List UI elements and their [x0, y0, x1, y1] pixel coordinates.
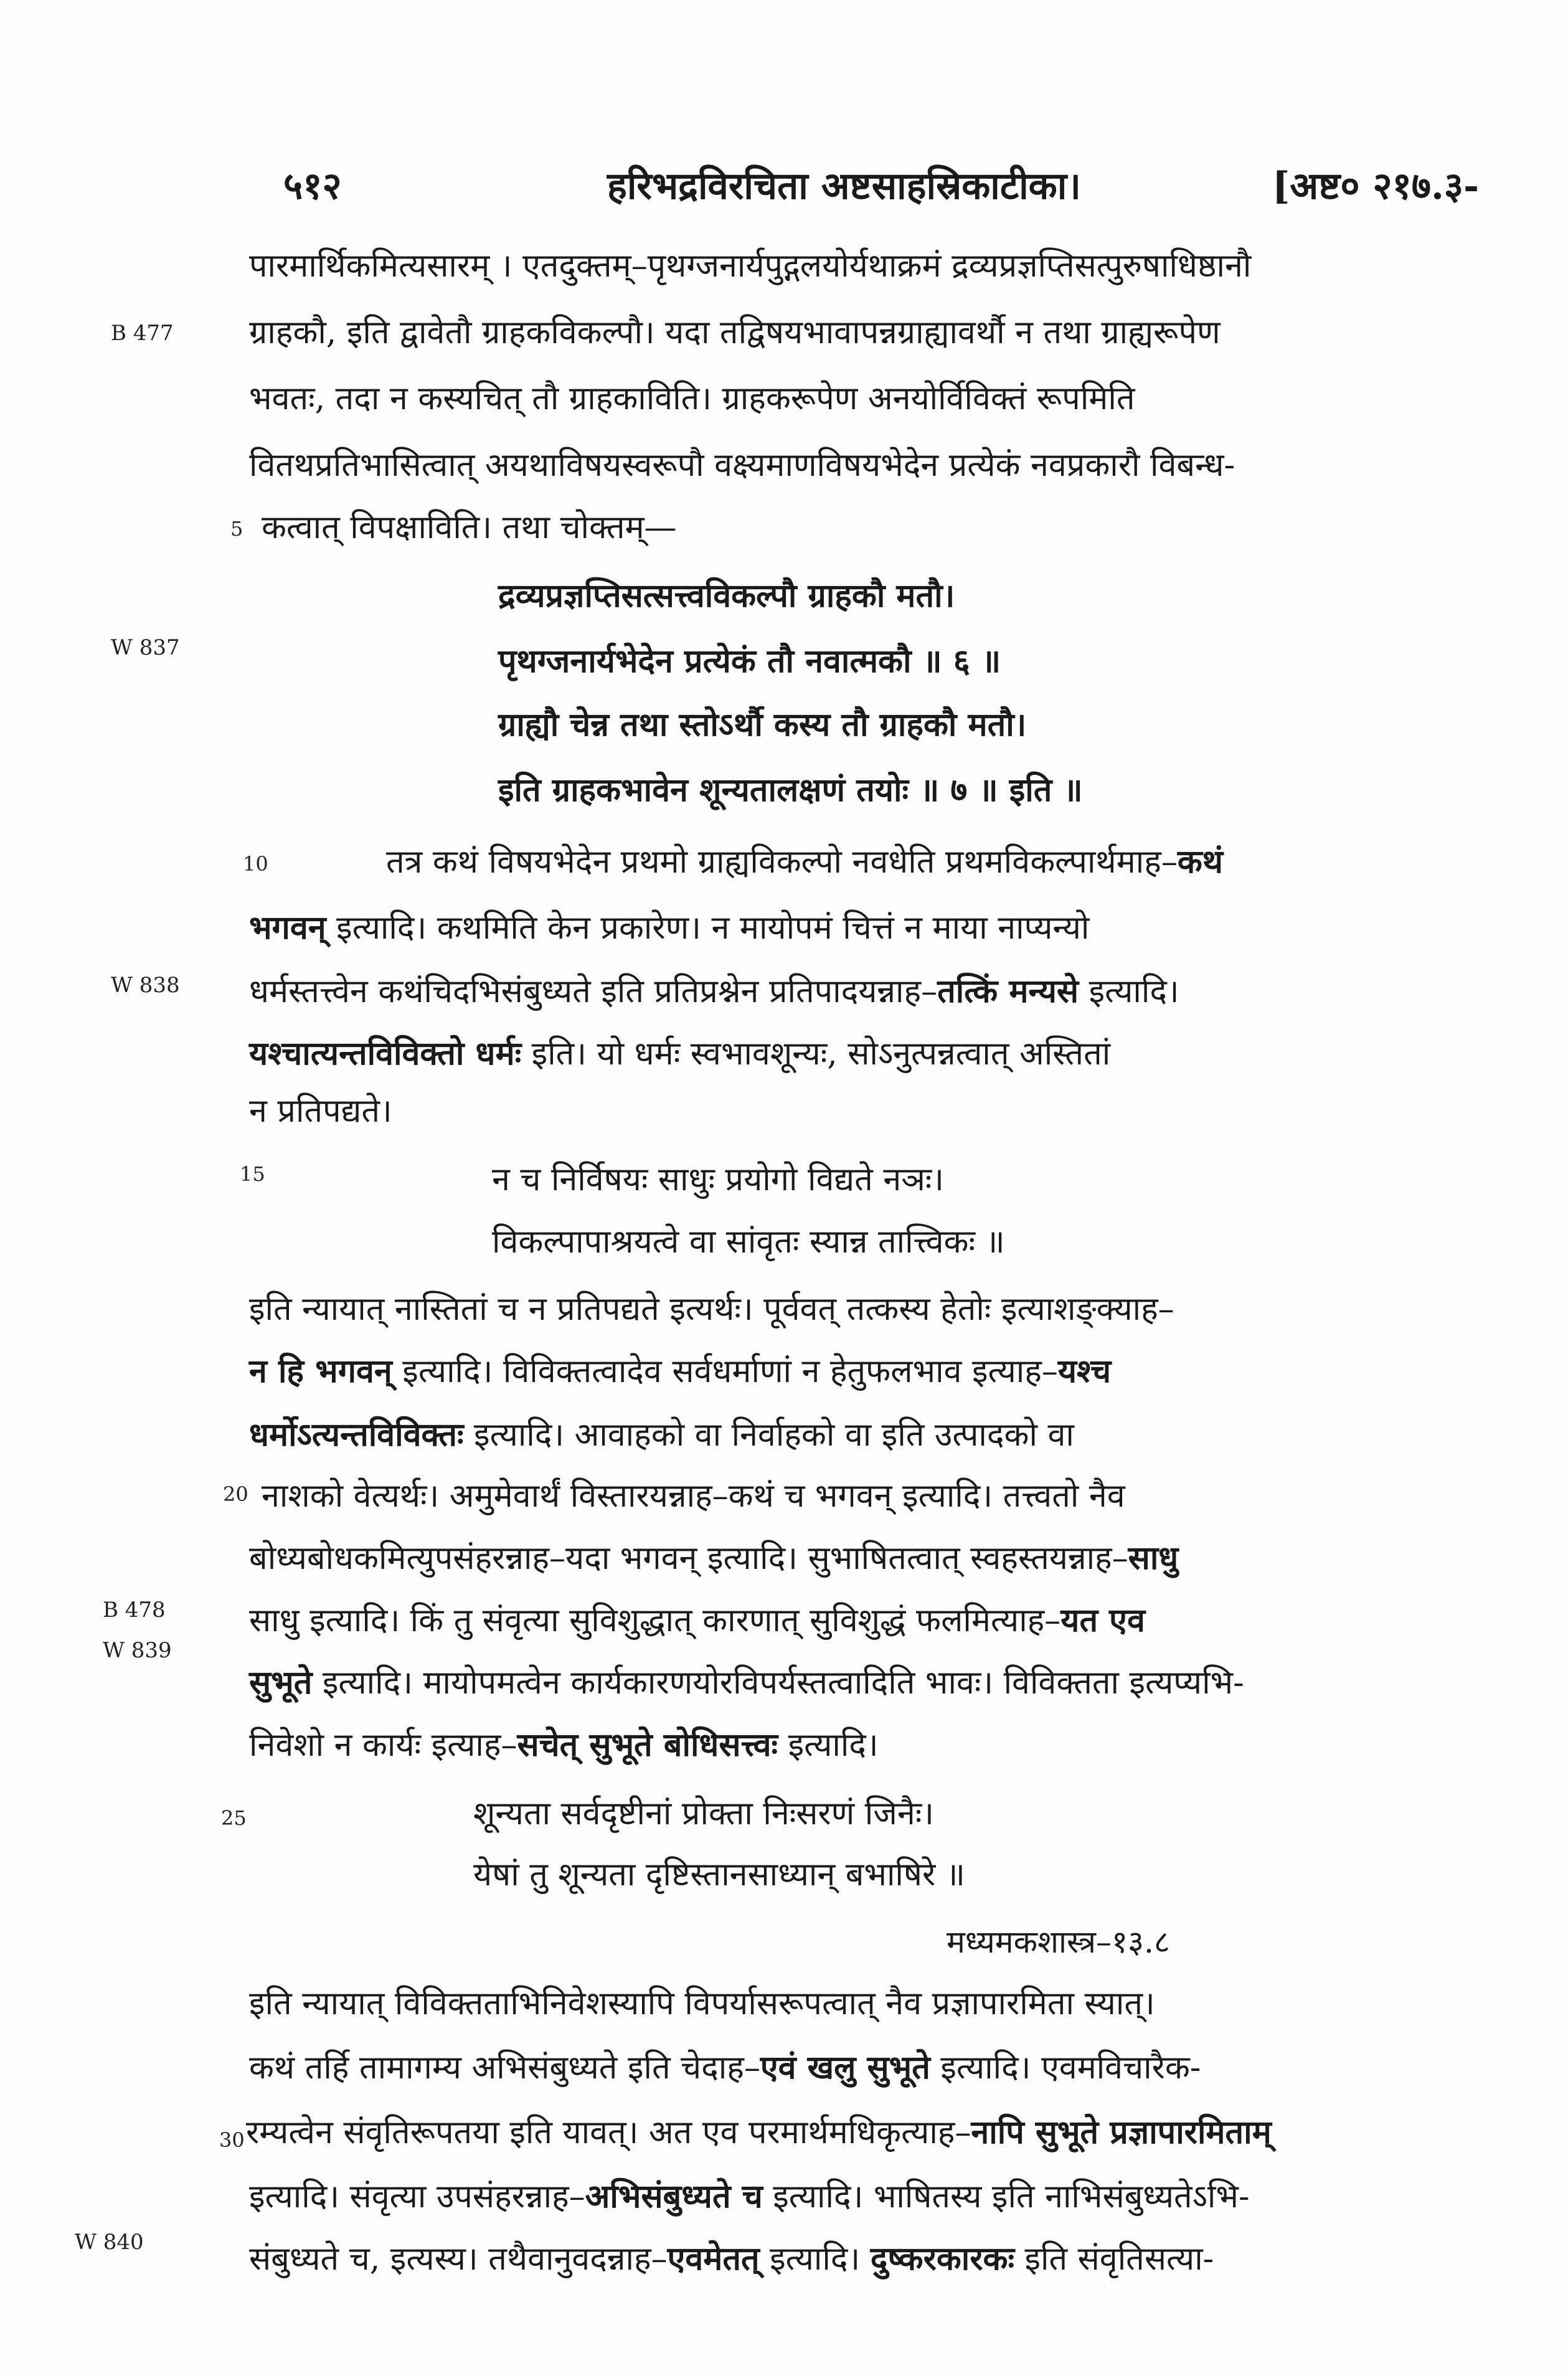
line-number-25: 25	[221, 1806, 247, 1830]
text-line	[249, 1601, 1145, 1641]
text-line	[249, 1034, 1110, 1074]
verse-line: ग्राह्यौ चेन्न तथा स्तोऽर्थौ कस्य तौ ग्राहकौ मतौ।	[498, 706, 1027, 744]
text-line	[249, 1725, 879, 1765]
lemma: नापि सुभूते प्रज्ञापारमिताम्	[971, 2113, 1272, 2151]
text-span: रम्यत्वेन संवृतिरूपतया इति यावत्। अत एव परमार्थमधिकृत्याह–	[246, 2114, 971, 2151]
text-span: इत्यादि। आवाहको वा निर्वाहको वा इति उत्पादको वा	[463, 1416, 1074, 1454]
text-span: इत्यादि।	[778, 1726, 879, 1764]
text-line: वितथप्रतिभासित्वात् अयथाविषयस्वरूपौ वक्ष्यमाणविषयभेदेन प्रत्येकं नवप्रकारौ विबन्ध-	[249, 447, 1235, 484]
verse-line: पृथग्जनार्यभेदेन प्रत्येकं तौ नवात्मकौ ॥ ६ ॥	[498, 642, 1001, 680]
text-span: इत्यादि।	[1079, 973, 1179, 1010]
lemma: अभिसंबुध्यते च	[585, 2177, 763, 2215]
text-line: ग्राहकौ, इति द्वावेतौ ग्राहकविकल्पौ। यदा तद्विषयभावापन्नग्राह्यावर्थौ न तथा ग्राह्यरूपेण	[249, 314, 1221, 351]
text-span: इत्यादि।	[759, 2240, 861, 2278]
text-line	[249, 972, 1179, 1011]
text-line	[249, 1538, 1178, 1578]
text-line	[249, 1352, 1111, 1391]
line-number-15: 15	[240, 1162, 265, 1186]
text-line	[386, 842, 1223, 882]
lemma: एवमेतत्	[667, 2240, 760, 2278]
text-span: इत्यादि। भाषितस्य इति नाभिसंबुध्यतेऽभि-	[762, 2178, 1250, 2215]
lemma: यश्च	[1057, 1352, 1112, 1390]
section-reference: [अष्ट० २१७.३-	[1272, 164, 1479, 208]
text-line	[249, 908, 1089, 948]
verse-line: येषां तु शून्यता दृष्टिस्तानसाध्यान् बभाषिरे ॥	[473, 1856, 965, 1893]
text-span: साधु इत्यादि। किं तु संवृत्या सुविशुद्धात् कारणात् सुविशुद्धं फलमित्याह–	[249, 1602, 1061, 1639]
lemma: धर्मोऽत्यन्तविविक्तः	[249, 1416, 464, 1454]
verse-source: मध्यमकशास्त्र–१३.८	[947, 1924, 1170, 1960]
text-line	[249, 2239, 1214, 2279]
line-number-20: 20	[223, 1482, 248, 1506]
text-line: नाशको वेत्यर्थः। अमुमेवार्थं विस्तारयन्नाह–कथं च भगवन् इत्यादि। तत्त्वतो नैव	[262, 1477, 1125, 1515]
text-span: इत्यादि। संवृत्या उपसंहरन्नाह–	[249, 2178, 585, 2215]
text-span: इत्यादि। मायोपमत्वेन कार्यकारणयोरविपर्यस्तत्वादिति भावः। विविक्तता इत्यप्यभि-	[312, 1664, 1244, 1702]
text-line	[249, 2177, 1250, 2217]
lemma: कथं	[1177, 843, 1224, 881]
text-span: इत्यादि। कथमिति केन प्रकारेण। न मायोपमं चित्तं न माया नाप्यन्यो	[326, 909, 1090, 947]
text-line: इति न्यायात् विविक्तताभिनिवेशस्यापि विपर्यासरूपत्वात् नैव प्रज्ञापारमिता स्यात्।	[249, 1985, 1155, 2022]
margin-note-b478: B 478	[103, 1598, 166, 1622]
lemma: सचेत् सुभूते बोधिसत्त्वः	[517, 1726, 778, 1764]
lemma: साधु	[1128, 1539, 1179, 1577]
line-number-30: 30	[219, 2128, 245, 2152]
running-header	[283, 159, 1479, 215]
lemma: तत्किं मन्यसे	[937, 972, 1079, 1010]
verse-line: द्रव्यप्रज्ञप्तिसत्सत्त्वविकल्पौ ग्राहकौ मतौ।	[498, 577, 955, 615]
running-title: हरिभद्रविरचिता अष्टसाहस्रिकाटीका।	[607, 164, 1081, 208]
text-span: इति संवृतिसत्या-	[1014, 2240, 1214, 2278]
text-line: पारमार्थिकमित्यसारम् । एतदुक्तम्–पृथग्जनार्यपुद्गलयोर्यथाक्रमं द्रव्यप्रज्ञप्तिसत्पुरुषाधिष्ठानौ	[249, 247, 1252, 285]
text-span: बोध्यबोधकमित्युपसंहरन्नाह–यदा भगवन् इत्यादि। सुभाषितत्वात् स्वहस्तयन्नाह–	[249, 1540, 1128, 1577]
text-span: धर्मस्तत्त्वेन कथंचिदभिसंबुध्यते इति प्रतिप्रश्नेन प्रतिपादयन्नाह–	[249, 973, 938, 1010]
lemma: भगवन्	[249, 909, 326, 947]
text-span: इत्यादि। विविक्तत्वादेव सर्वधर्माणां न हेतुफलभाव इत्याह–	[392, 1353, 1058, 1390]
line-number-5: 5	[230, 517, 243, 541]
margin-note-w840: W 840	[75, 2230, 144, 2255]
lemma: न हि भगवन्	[249, 1352, 392, 1390]
text-span: इत्यादि। एवमविचारैक-	[930, 2049, 1201, 2086]
text-span: संबुध्यते च, इत्यस्य। तथैवानुवदन्नाह–	[249, 2240, 668, 2278]
lemma: यश्चात्यन्तविविक्तो धर्मः	[249, 1035, 522, 1073]
text-line	[249, 2048, 1201, 2088]
margin-note-w837: W 837	[111, 635, 180, 660]
margin-note-w838: W 838	[111, 973, 180, 998]
page-number: ५१२	[283, 164, 342, 208]
text-line: न प्रतिपद्यते।	[249, 1092, 392, 1130]
lemma: सुभूते	[249, 1664, 313, 1702]
lemma: दुष्करकारकः	[870, 2240, 1014, 2278]
verse-line: शून्यता सर्वदृष्टीनां प्रोक्ता निःसरणं जिनैः।	[473, 1795, 934, 1832]
text-line: भवतः, तदा न कस्यचित् तौ ग्राहकाविति। ग्राहकरूपेण अनयोर्विविक्तं रूपमिति	[249, 380, 1135, 417]
line-number-10: 10	[243, 852, 268, 876]
text-line: कत्वात् विपक्षाविति। तथा चोक्तम्—	[262, 509, 677, 546]
text-span: इति। यो धर्मः स्वभावशून्यः, सोऽनुत्पन्नत्वात् अस्तितां	[521, 1035, 1111, 1073]
text-line	[246, 2113, 1272, 2153]
verse-line: विकल्पापाश्रयत्वे वा सांवृतः स्यान्न तात्त्विकः ॥	[492, 1223, 1005, 1261]
margin-note-b477: B 477	[111, 321, 174, 346]
lemma: एवं खलु सुभूते	[760, 2049, 930, 2086]
verse-line: इति ग्राहकभावेन शून्यतालक्षणं तयोः ॥ ७ ॥ इति ॥	[498, 771, 1083, 809]
text-span: निवेशो न कार्यः इत्याह–	[249, 1726, 517, 1764]
lemma: यत एव	[1060, 1601, 1145, 1639]
text-span: कथं तर्हि तामागम्य अभिसंबुध्यते इति चेदाह–	[249, 2049, 760, 2086]
text-span: तत्र कथं विषयभेदेन प्रथमो ग्राह्यविकल्पो नवधेति प्रथमविकल्पार्थमाह–	[386, 843, 1178, 881]
verse-line: न च निर्विषयः साधुः प्रयोगो विद्यते नञः।	[492, 1161, 944, 1198]
margin-note-w839: W 839	[103, 1638, 172, 1663]
text-line	[249, 1415, 1074, 1455]
text-line: इति न्यायात् नास्तितां च न प्रतिपद्यते इत्यर्थः। पूर्ववत् तत्कस्य हेतोः इत्याशङ्क्याह–	[249, 1291, 1174, 1328]
text-line	[249, 1663, 1244, 1703]
